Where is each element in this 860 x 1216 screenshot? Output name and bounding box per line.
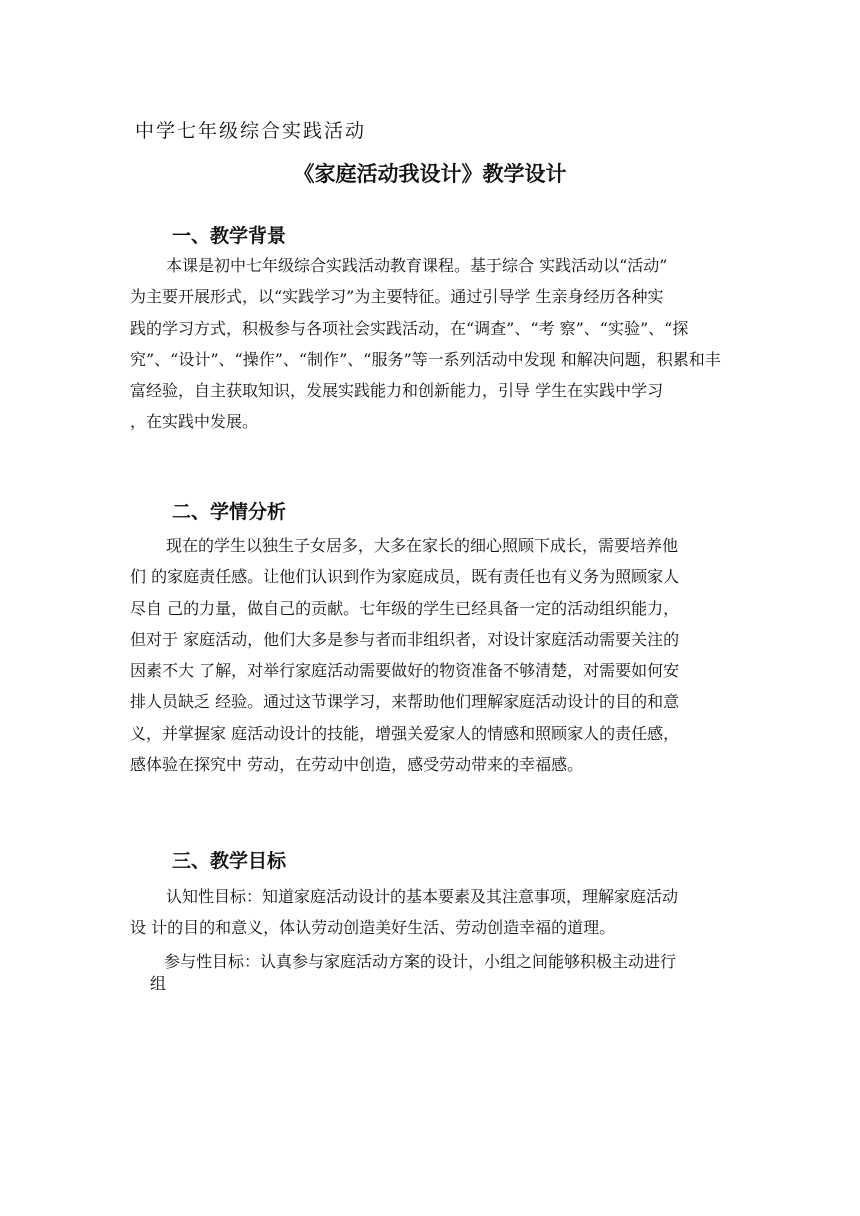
paragraph-line: 践的学习方式，积极参与各项社会实践活动，在“调查”、“考 察”、“实验”、“探 xyxy=(130,318,689,338)
paragraph-line: 组 xyxy=(150,974,167,993)
paragraph-line: 们 的家庭责任感。让他们认识到作为家庭成员，既有责任也有义务为照顾家人 xyxy=(130,567,680,587)
section-heading-background: 一、教学背景 xyxy=(172,225,287,247)
paragraph-line: 义，并掌握家 庭活动设计的技能，增强关爱家人的情感和照顾家人的责任感， xyxy=(130,723,680,743)
paragraph-line: 因素不大 了解，对举行家庭活动需要做好的物资准备不够清楚，对需要如何安 xyxy=(130,661,680,681)
paragraph-line: 参与性目标：认真参与家庭活动方案的设计，小组之间能够积极主动进行 xyxy=(164,952,677,971)
paragraph-line: ，在实践中发展。 xyxy=(130,412,259,432)
paragraph-line: 现在的学生以独生子女居多，大多在家长的细心照顾下成长，需要培养他 xyxy=(166,536,679,555)
section-paragraph-background xyxy=(130,250,740,438)
document-title: 《家庭活动我设计》教学设计 xyxy=(293,162,567,186)
paragraph-line: 认知性目标：知道家庭活动设计的基本要素及其注意事项，理解家庭活动 xyxy=(166,887,679,906)
section-paragraph-participation-objective xyxy=(130,951,740,995)
paragraph-line: 但对于 家庭活动，他们大多是参与者而非组织者，对设计家庭活动需要关注的 xyxy=(130,629,680,649)
section-heading-objectives: 三、教学目标 xyxy=(172,850,287,872)
paragraph-line: 感体验在探究中 劳动，在劳动中创造，感受劳动带来的幸福感。 xyxy=(130,755,584,775)
section-heading-analysis: 二、学情分析 xyxy=(172,501,287,523)
paragraph-line: 本课是初中七年级综合实践活动教育课程。基于综合 实践活动以“活动” xyxy=(166,256,668,275)
paragraph-line: 排人员缺乏 经验。通过这节课学习，来帮助他们理解家庭活动设计的目的和意 xyxy=(130,692,680,712)
section-paragraph-cognitive-objective xyxy=(130,881,740,944)
paragraph-line: 究”、“设计”、“操作”、“制作”、“服务”等一系列活动中发现 和解决问题，积累和丰 xyxy=(130,349,721,369)
paragraph-line: 富经验，自主获取知识，发展实践能力和创新能力，引导 学生在实践中学习 xyxy=(130,381,664,401)
paragraph-line: 为主要开展形式，以“实践学习”为主要特征。通过引导学 生亲身经历各种实 xyxy=(130,287,664,307)
document-supertitle: 中学七年级综合实践活动 xyxy=(135,120,367,142)
paragraph-line: 尽自 己的力量，做自己的贡献。七年级的学生已经具备一定的活动组织能力， xyxy=(130,598,680,618)
paragraph-line: 设 计的目的和意义，体认劳动创造美好生活、劳动创造幸福的道理。 xyxy=(130,918,616,938)
section-paragraph-analysis xyxy=(130,530,740,780)
